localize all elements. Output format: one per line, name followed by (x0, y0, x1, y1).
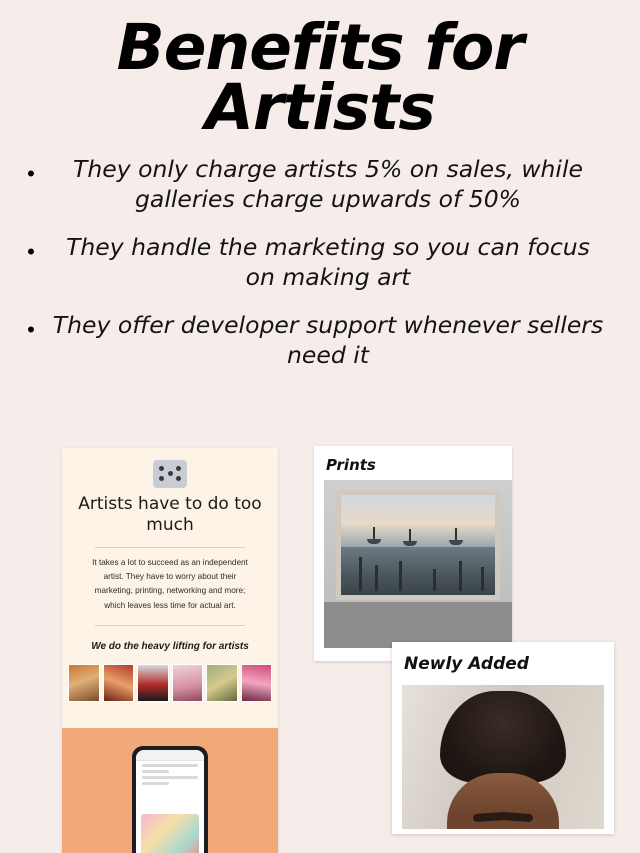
artwork-thumb-1 (68, 664, 100, 702)
newly-added-card-label: Newly Added (404, 654, 529, 674)
framed-harbour-photo (324, 480, 512, 648)
benefit-text: They offer developer support whenever sellers need it (52, 311, 604, 370)
sky-area (341, 495, 495, 547)
title-line-2: Artists (205, 70, 435, 144)
phone-mockup (132, 746, 208, 853)
list-item (14, 232, 626, 292)
phone-text-line (142, 764, 198, 767)
phone-screen (136, 750, 204, 853)
artwork-thumbnail-strip (62, 664, 278, 702)
artwork-thumb-4 (172, 664, 204, 702)
bullet-icon: • (27, 160, 35, 186)
eyebrow-right (499, 812, 533, 822)
card-tagline: We do the heavy lifting for artists (91, 640, 249, 652)
phone-mockup-panel (62, 728, 278, 853)
prints-card-label: Prints (326, 456, 376, 474)
benefit-text: They handle the marketing so you can focus on making art (66, 232, 590, 291)
phone-text-line (142, 776, 198, 779)
phone-text-line (142, 770, 169, 773)
list-item (14, 154, 626, 214)
artwork-thumb-5 (206, 664, 238, 702)
image-collage (0, 440, 640, 853)
benefit-text: They only charge artists 5% on sales, while galleries charge upwards of 50% (73, 154, 583, 213)
divider (95, 547, 245, 548)
divider (95, 625, 245, 626)
bullet-icon: • (27, 238, 35, 264)
bullet-icon: • (27, 317, 35, 342)
picture-frame (336, 490, 500, 600)
artwork-thumb-3 (137, 664, 169, 702)
phone-app-header (136, 750, 204, 761)
portrait-painting (402, 685, 604, 829)
newly-added-card (392, 642, 614, 834)
dice-icon (153, 460, 187, 488)
phone-artwork-preview (141, 814, 199, 853)
prints-card (314, 446, 512, 661)
artwork-thumb-6 (241, 664, 273, 702)
artwork-thumb-2 (103, 664, 135, 702)
title-line-1: Benefits for (116, 11, 524, 84)
phone-text-line (142, 782, 169, 785)
card-body-text: It takes a lot to succeed as an independent artist. They have to worry about their marketing, printing, networking and more; which leaves less time for actual art. (92, 557, 248, 610)
benefits-list (14, 154, 626, 370)
water-area (341, 547, 495, 595)
page-title (0, 0, 640, 144)
artists-overload-card (62, 448, 278, 853)
list-item (14, 310, 626, 370)
card-heading: Artists have to do too much (78, 494, 262, 536)
